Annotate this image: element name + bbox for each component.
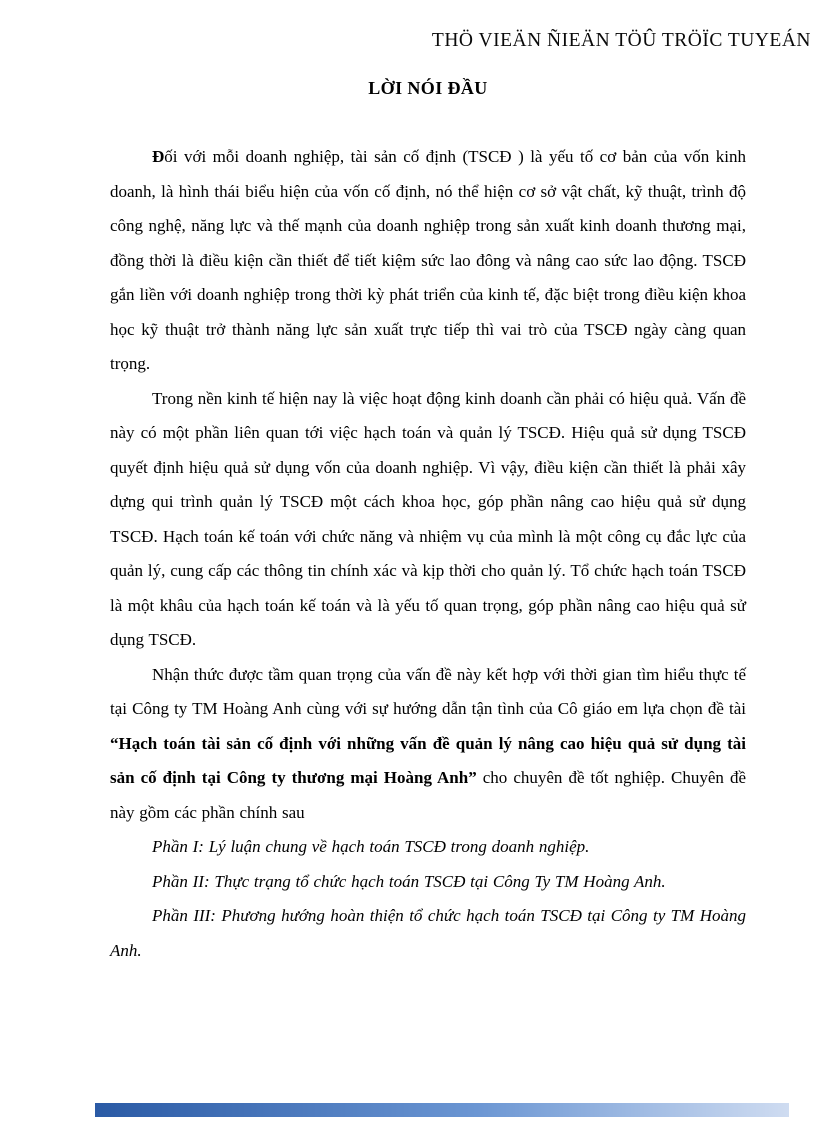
footer-accent-bar bbox=[95, 1103, 789, 1117]
paragraph-thesis bbox=[110, 658, 746, 831]
paragraph-intro-text: ối với mỗi doanh nghiệp, tài sản cố định (TSCĐ ) là yếu tố cơ bản của vốn kinh doanh, là hình thái biểu hiện của vốn cố định, nó thể hiện cơ sở vật chất, kỹ thuật, trình độ công nghệ, năng lực và thế mạnh của doanh nghiệp trong sản xuất kinh doanh thương mại, đồng thời là điều kiện cần thiết để tiết kiệm sức lao đông và nâng cao sức lao động. TSCĐ gắn liền với doanh nghiệp trong thời kỳ phát triển của kinh tế, đặc biệt trong điều kiện khoa học kỹ thuật trở thành năng lực sản xuất trực tiếp thì vai trò của TSCĐ ngày càng quan trọng. bbox=[110, 147, 746, 373]
thesis-post-text: cho chuyên đề tốt nghiệp. Chuyên đề này gồm các phần chính sau bbox=[110, 768, 747, 822]
part-2-line: Phần II: Thực trạng tổ chức hạch toán TSCĐ tại Công Ty TM Hoàng Anh. bbox=[152, 871, 666, 891]
paragraph-economy: Trong nền kinh tế hiện nay là việc hoạt động kinh doanh cần phải có hiệu quả. Vấn đề này có một phần liên quan tới việc hạch toán và quản lý TSCĐ. Hiệu quả sử dụng TSCĐ quyết định hiệu quả sử dụng vốn của doanh nghiệp. Vì vậy, điều kiện cần thiết là phải xây dựng qui trình quản lý TSCĐ một cách khoa học, góp phần nâng cao hiệu quả sử dụng TSCĐ. Hạch toán kế toán với chức năng và nhiệm vụ của mình là một công cụ đắc lực của quản lý, cung cấp các thông tin chính xác và kịp thời cho quản lý. Tổ chức hạch toán TSCĐ là một khâu của hạch toán kế toán và là yếu tố quan trọng, góp phần nâng cao hiệu quả sử dụng TSCĐ. bbox=[110, 388, 746, 649]
thesis-pre-text: Nhận thức được tầm quan trọng của vấn đề này kết hợp với thời gian tìm hiểu thực tế tại Công ty TM Hoàng Anh cùng với sự hướng dẫn tận tình của Cô giáo em lựa chọn đề tài bbox=[110, 664, 746, 718]
thesis-title-bold: “Hạch toán tài sản cố định với những vấn đề quản lý nâng cao hiệu quả sử dụng tài sản cố định tại Công ty thương mại Hoàng Anh” bbox=[110, 733, 746, 787]
library-watermark: THÖ VIEÄN ÑIEÄN TÖÛ TRÖÏC TUYEÁN bbox=[431, 30, 811, 51]
paragraph-intro bbox=[110, 140, 746, 382]
part-3-line: Phần III: Phương hướng hoàn thiện tổ chức hạch toán TSCĐ tại Công ty TM Hoàng Anh. bbox=[110, 906, 746, 960]
paragraph-lead-letter: Đ bbox=[152, 147, 165, 166]
page-title: LỜI NÓI ĐẦU bbox=[368, 78, 488, 98]
document-content bbox=[110, 76, 746, 968]
part-1-line: Phần I: Lý luận chung về hạch toán TSCĐ trong doanh nghiệp. bbox=[152, 837, 590, 856]
